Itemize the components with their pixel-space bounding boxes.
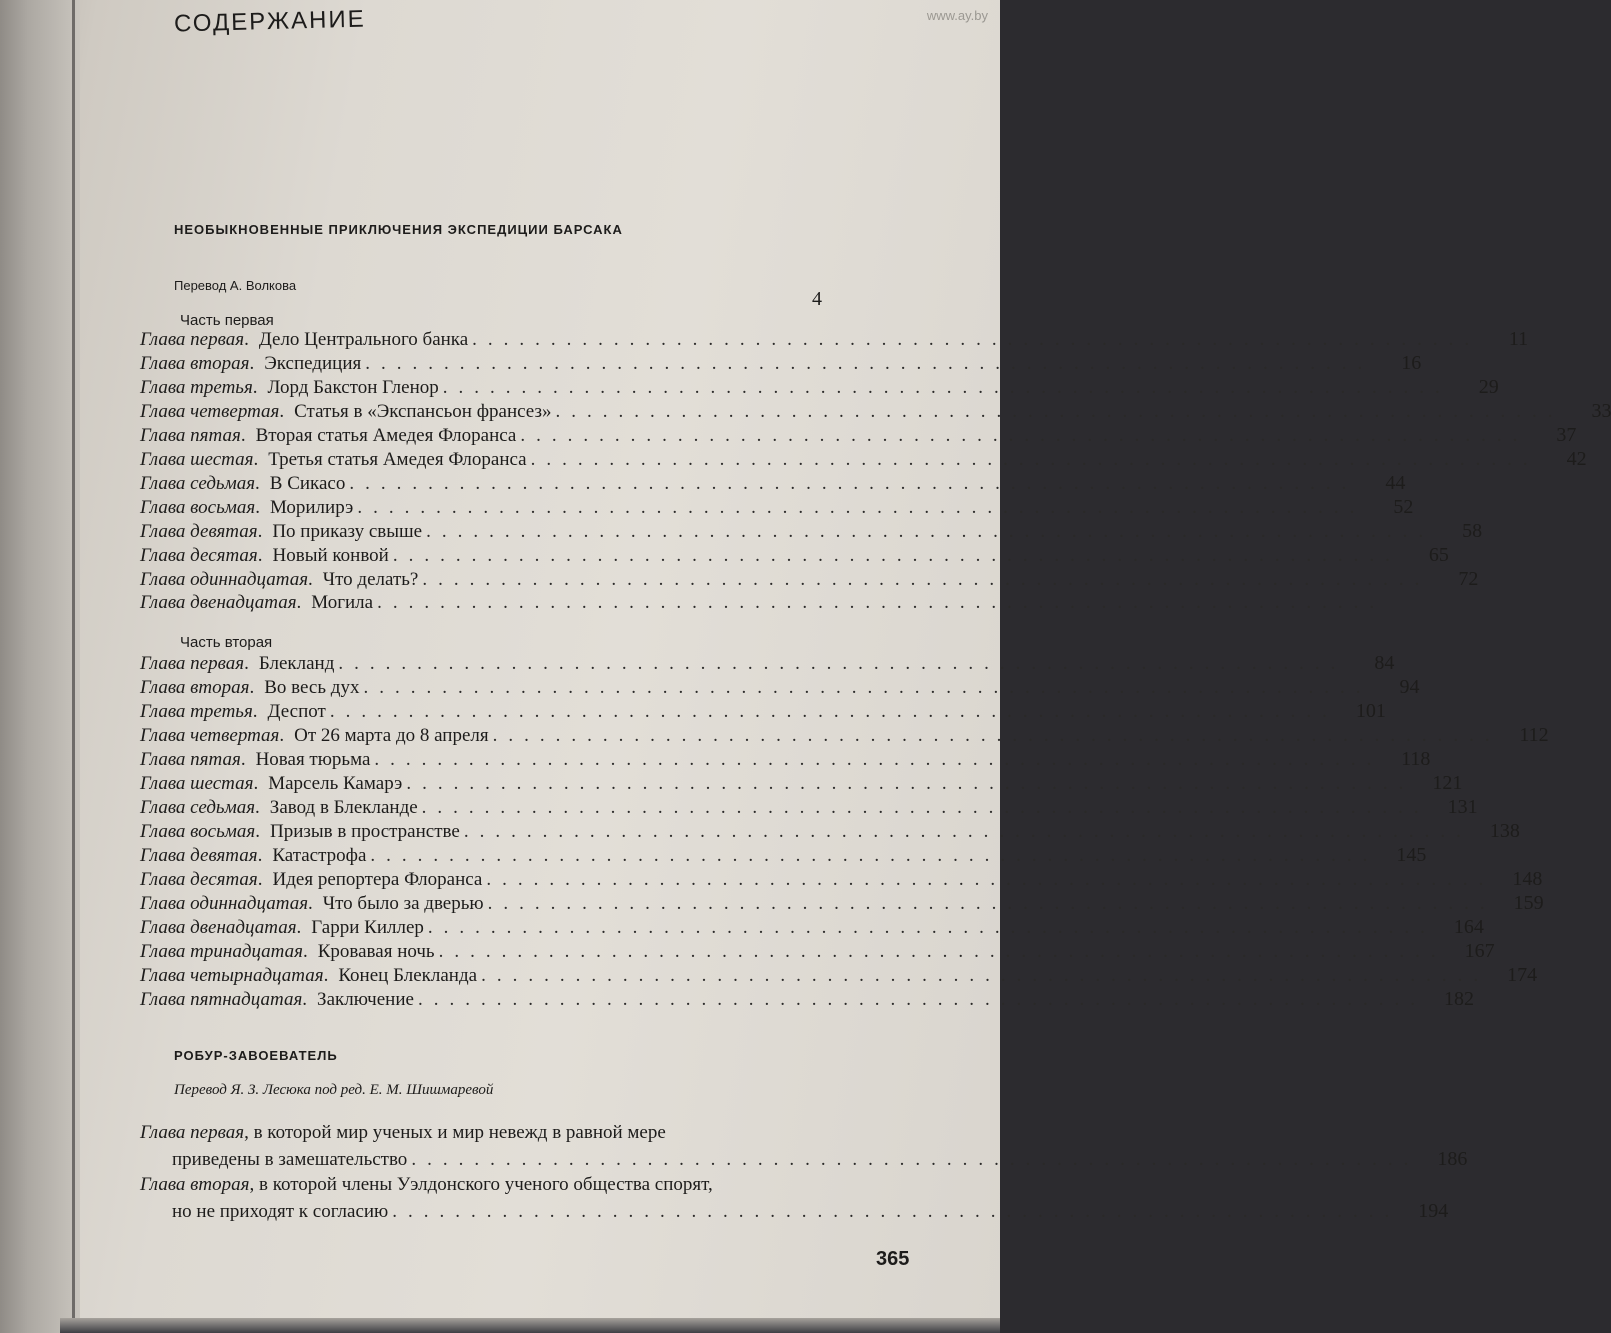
chapter-label: Глава шестая: [140, 449, 254, 470]
chapter-title: Призыв в пространстве: [269, 821, 460, 842]
chapter-label: Глава девятая: [140, 845, 258, 866]
chapter-title: Вторая статья Амедея Флоранса: [255, 425, 517, 446]
dot-leader: ................................................................: [422, 569, 1431, 590]
toc-row: Глава одиннадцатая . Что делать? ................................................................ 72: [140, 568, 1479, 590]
page-number: 164: [1453, 916, 1484, 938]
page-number: 58: [1462, 520, 1483, 542]
toc-row: Глава двенадцатая . Гарри Киллер ................................................................ 164: [140, 916, 1484, 938]
chapter-title: Дело Центрального банка: [258, 329, 469, 350]
translator-credit-barsac: Перевод А. Волкова: [174, 278, 297, 293]
toc-row: Глава пятая . Новая тюрьма ................................................................ 118: [140, 748, 1431, 770]
dot-leader: ................................................................: [555, 401, 1564, 422]
chapter-label: Глава вторая: [140, 353, 250, 374]
chapter-title: Экспедиция: [264, 353, 362, 374]
dot-leader: ................................................................: [363, 677, 1372, 698]
dot-leader: ................................................................: [365, 353, 1374, 374]
dot-leader: ................................................................: [481, 965, 1490, 986]
watermark: www.ay.by: [926, 8, 988, 23]
toc-row-continuation: [172, 1148, 1468, 1174]
toc-row: Глава вторая . Экспедиция ................................................................ 16: [140, 352, 1422, 374]
page-number: 194: [1418, 1200, 1449, 1222]
dot-leader: ................................................................: [357, 497, 1366, 518]
chapter-label: Глава пятая: [140, 749, 241, 770]
chapter-title: По приказу свыше: [272, 521, 423, 542]
chapter-title: Заключение: [317, 989, 414, 1010]
page-number: 186: [1437, 1148, 1468, 1170]
chapter-label: Глава первая: [140, 329, 245, 350]
toc-row: Глава восьмая . Морилирэ ................................................................ 52: [140, 496, 1414, 518]
toc-row: Глава тринадцатая . Кровавая ночь ................................................................ 167: [140, 940, 1495, 962]
chapter-title: Катастрофа: [272, 845, 367, 866]
chapter-label: Глава четвертая: [140, 725, 280, 746]
chapter-label: Глава первая: [140, 653, 245, 674]
toc-row: Глава девятая . Катастрофа ................................................................ 145: [140, 844, 1427, 866]
dot-leader: ................................................................: [349, 473, 1358, 494]
chapter-title: От 26 марта до 8 апреля: [294, 725, 489, 746]
page-number: 16: [1401, 352, 1422, 374]
page-folio-number: 365: [876, 1248, 910, 1270]
toc-row: Глава десятая . Новый конвой ................................................................ 65: [140, 544, 1449, 566]
dot-leader: ................................................................: [374, 749, 1383, 770]
chapter-label: Глава четвертая: [140, 401, 280, 422]
chapter-label: Глава восьмая: [140, 497, 256, 518]
chapter-title: Идея репортера Флоранса: [272, 869, 483, 890]
chapter-label: Глава двенадцатая: [140, 592, 297, 613]
chapter-label: Глава седьмая: [140, 473, 256, 494]
chapter-title: В Сикасо: [269, 473, 346, 494]
toc-row: Глава первая . Блекланд ................................................................ 84: [140, 652, 1395, 674]
dot-leader: ................................................................: [392, 545, 1401, 566]
toc-row: Глава двенадцатая . Могила ................................................................: [140, 592, 1386, 613]
page-number: 33: [1591, 400, 1611, 422]
chapter-title: Гарри Киллер: [311, 917, 424, 938]
chapter-label: Глава десятая: [140, 545, 258, 566]
dot-leader: ................................................................: [520, 425, 1529, 446]
intro-page-number: 4: [812, 288, 822, 310]
page-number: 182: [1443, 988, 1474, 1010]
toc-row: Глава пятнадцатая . Заключение ................................................................ 182: [140, 988, 1474, 1010]
toc-row: Глава третья . Деспот ................................................................ 101: [140, 700, 1386, 722]
chapter-label: Глава одиннадцатая: [140, 569, 309, 590]
toc-row: Глава первая . Дело Центрального банка ................................................................ 11: [140, 328, 1529, 350]
chapter-label: Глава восьмая: [140, 821, 256, 842]
page-number: 148: [1512, 868, 1543, 890]
part-two-title: Часть вторая: [180, 634, 273, 651]
dot-leader: ................................................................: [472, 329, 1481, 350]
dot-leader: ................................................................: [426, 521, 1435, 542]
page-number: 72: [1458, 568, 1479, 590]
chapter-label: Глава вторая: [140, 1174, 250, 1195]
page-number: 138: [1489, 820, 1520, 842]
chapter-label: Глава девятая: [140, 521, 258, 542]
chapter-label: Глава одиннадцатая: [140, 893, 309, 914]
dot-leader: ................................................................: [530, 449, 1539, 470]
page-number: 174: [1507, 964, 1538, 986]
chapter-label: Глава вторая: [140, 677, 250, 698]
page-number: 29: [1478, 376, 1499, 398]
page-number: 131: [1447, 796, 1478, 818]
toc-row: Глава вторая . Во весь дух ................................................................ 94: [140, 676, 1420, 698]
toc-row: Глава четвертая . Статья в «Экспансьон франсез» ................................................................ 33: [140, 400, 1611, 422]
page-number: 167: [1464, 940, 1495, 962]
page-number: 94: [1399, 676, 1420, 698]
page-number: 159: [1513, 892, 1544, 914]
book-spine: [0, 0, 80, 1333]
dot-leader: ................................................................: [438, 941, 1447, 962]
chapter-title: Могила: [311, 592, 374, 613]
chapter-title: Кровавая ночь: [317, 941, 435, 962]
dot-leader: ................................................................: [417, 989, 1426, 1010]
dot-leader: ................................................................: [406, 773, 1415, 794]
page-number: 42: [1566, 448, 1587, 470]
chapter-title: Лорд Бакстон Гленор: [267, 377, 439, 398]
part-one-title: Часть первая: [180, 312, 274, 329]
toc-row: Глава четвертая . От 26 марта до 8 апреля ................................................................ 112: [140, 724, 1549, 746]
page-number: 145: [1396, 844, 1427, 866]
toc-row: Глава восьмая . Призыв в пространстве ................................................................ 138: [140, 820, 1520, 842]
chapter-title: Что делать?: [322, 569, 419, 590]
dot-leader: ................................................................: [377, 592, 1386, 613]
toc-row: Глава седьмая . В Сикасо ................................................................ 44: [140, 472, 1406, 494]
spine-edge: [72, 0, 75, 1333]
page-number: 118: [1401, 748, 1431, 770]
page-bottom-edge: [60, 1318, 1000, 1333]
dot-leader: ................................................................: [486, 869, 1495, 890]
chapter-label: Глава десятая: [140, 869, 258, 890]
dot-leader: ................................................................: [370, 845, 1379, 866]
chapter-title: Завод в Блекланде: [269, 797, 418, 818]
chapter-title: Третья статья Амедея Флоранса: [268, 449, 527, 470]
toc-row: Глава четырнадцатая . Конец Блекланда ................................................................ 174: [140, 964, 1538, 986]
chapter-label: Глава пятая: [140, 425, 241, 446]
dot-leader: ................................................................: [329, 701, 1338, 722]
chapter-title: в которой мир ученых и мир невежд в равной мере: [253, 1122, 666, 1143]
chapter-title: Во весь дух: [264, 677, 360, 698]
chapter-label: Глава третья: [140, 377, 253, 398]
dot-leader: ................................................................: [392, 1201, 1401, 1222]
toc-row: Глава третья . Лорд Бакстон Гленор ................................................................ 29: [140, 376, 1499, 398]
chapter-label: Глава двенадцатая: [140, 917, 297, 938]
page-title: СОДЕРЖАНИЕ: [173, 5, 367, 38]
chapter-label: Глава первая: [140, 1122, 245, 1143]
chapter-title: Морилирэ: [269, 497, 354, 518]
chapter-title: Что было за дверью: [322, 893, 484, 914]
page-number: 52: [1393, 496, 1414, 518]
page-number: 65: [1428, 544, 1449, 566]
toc-row: Глава шестая . Третья статья Амедея Флоранса ................................................................ 42: [140, 448, 1587, 470]
page-number: 84: [1374, 652, 1395, 674]
chapter-title: Конец Блекланда: [338, 965, 478, 986]
dot-leader: ................................................................: [338, 653, 1347, 674]
page-number: 112: [1519, 724, 1549, 746]
dot-leader: ................................................................: [442, 377, 1451, 398]
chapter-title: Новая тюрьма: [255, 749, 371, 770]
toc-row: Глава одиннадцатая . Что было за дверью ................................................................ 159: [140, 892, 1544, 914]
work-title-robur: РОБУР-ЗАВОЕВАТЕЛЬ: [174, 1048, 338, 1063]
page-number: 44: [1385, 472, 1406, 494]
chapter-label: Глава третья: [140, 701, 253, 722]
page-number: 11: [1508, 328, 1529, 350]
work-title-barsac: НЕОБЫКНОВЕННЫЕ ПРИКЛЮЧЕНИЯ ЭКСПЕДИЦИИ БАРСАКА: [174, 222, 623, 237]
dot-leader: ................................................................: [421, 797, 1430, 818]
dot-leader: ................................................................: [487, 893, 1496, 914]
dot-leader: ................................................................: [463, 821, 1472, 842]
chapter-title: Деспот: [267, 701, 326, 722]
page-number: 121: [1432, 772, 1463, 794]
chapter-label: Глава пятнадцатая: [140, 989, 303, 1010]
page-number: 37: [1556, 424, 1577, 446]
chapter-title: Блекланд: [258, 653, 335, 674]
toc-row: Глава девятая . По приказу свыше ................................................................ 58: [140, 520, 1483, 542]
toc-row-continuation: [172, 1200, 1449, 1226]
chapter-title: в которой члены Уэлдонского ученого общества спорят,: [258, 1174, 713, 1195]
chapter-title-continued: но не приходят к согласию: [172, 1201, 389, 1222]
toc-row: Глава шестая . Марсель Камарэ ................................................................ 121: [140, 772, 1463, 794]
chapter-title: Новый конвой: [272, 545, 389, 566]
toc-row: Глава вторая, в которой члены Уэлдонского ученого общества спорят,: [140, 1174, 713, 1195]
toc-row: Глава пятая . Вторая статья Амедея Флоранса ................................................................ 37: [140, 424, 1577, 446]
dot-leader: ................................................................: [427, 917, 1436, 938]
toc-row: Глава седьмая . Завод в Блекланде ................................................................ 131: [140, 796, 1478, 818]
page-number: 101: [1355, 700, 1386, 722]
chapter-label: Глава четырнадцатая: [140, 965, 324, 986]
dot-leader: ................................................................: [411, 1149, 1420, 1170]
chapter-title: Марсель Камарэ: [268, 773, 403, 794]
chapter-label: Глава седьмая: [140, 797, 256, 818]
chapter-title: Статья в «Экспансьон франсез»: [294, 401, 552, 422]
chapter-label: Глава шестая: [140, 773, 254, 794]
toc-row: Глава десятая . Идея репортера Флоранса ................................................................ 148: [140, 868, 1543, 890]
chapter-label: Глава тринадцатая: [140, 941, 303, 962]
dot-leader: ................................................................: [492, 725, 1501, 746]
toc-row: Глава первая, в которой мир ученых и мир невежд в равной мере: [140, 1122, 666, 1143]
chapter-title-continued: приведены в замешательство: [172, 1149, 408, 1170]
translator-credit-robur: Перевод Я. З. Лесюка под ред. Е. М. Шишмаревой: [174, 1082, 494, 1098]
